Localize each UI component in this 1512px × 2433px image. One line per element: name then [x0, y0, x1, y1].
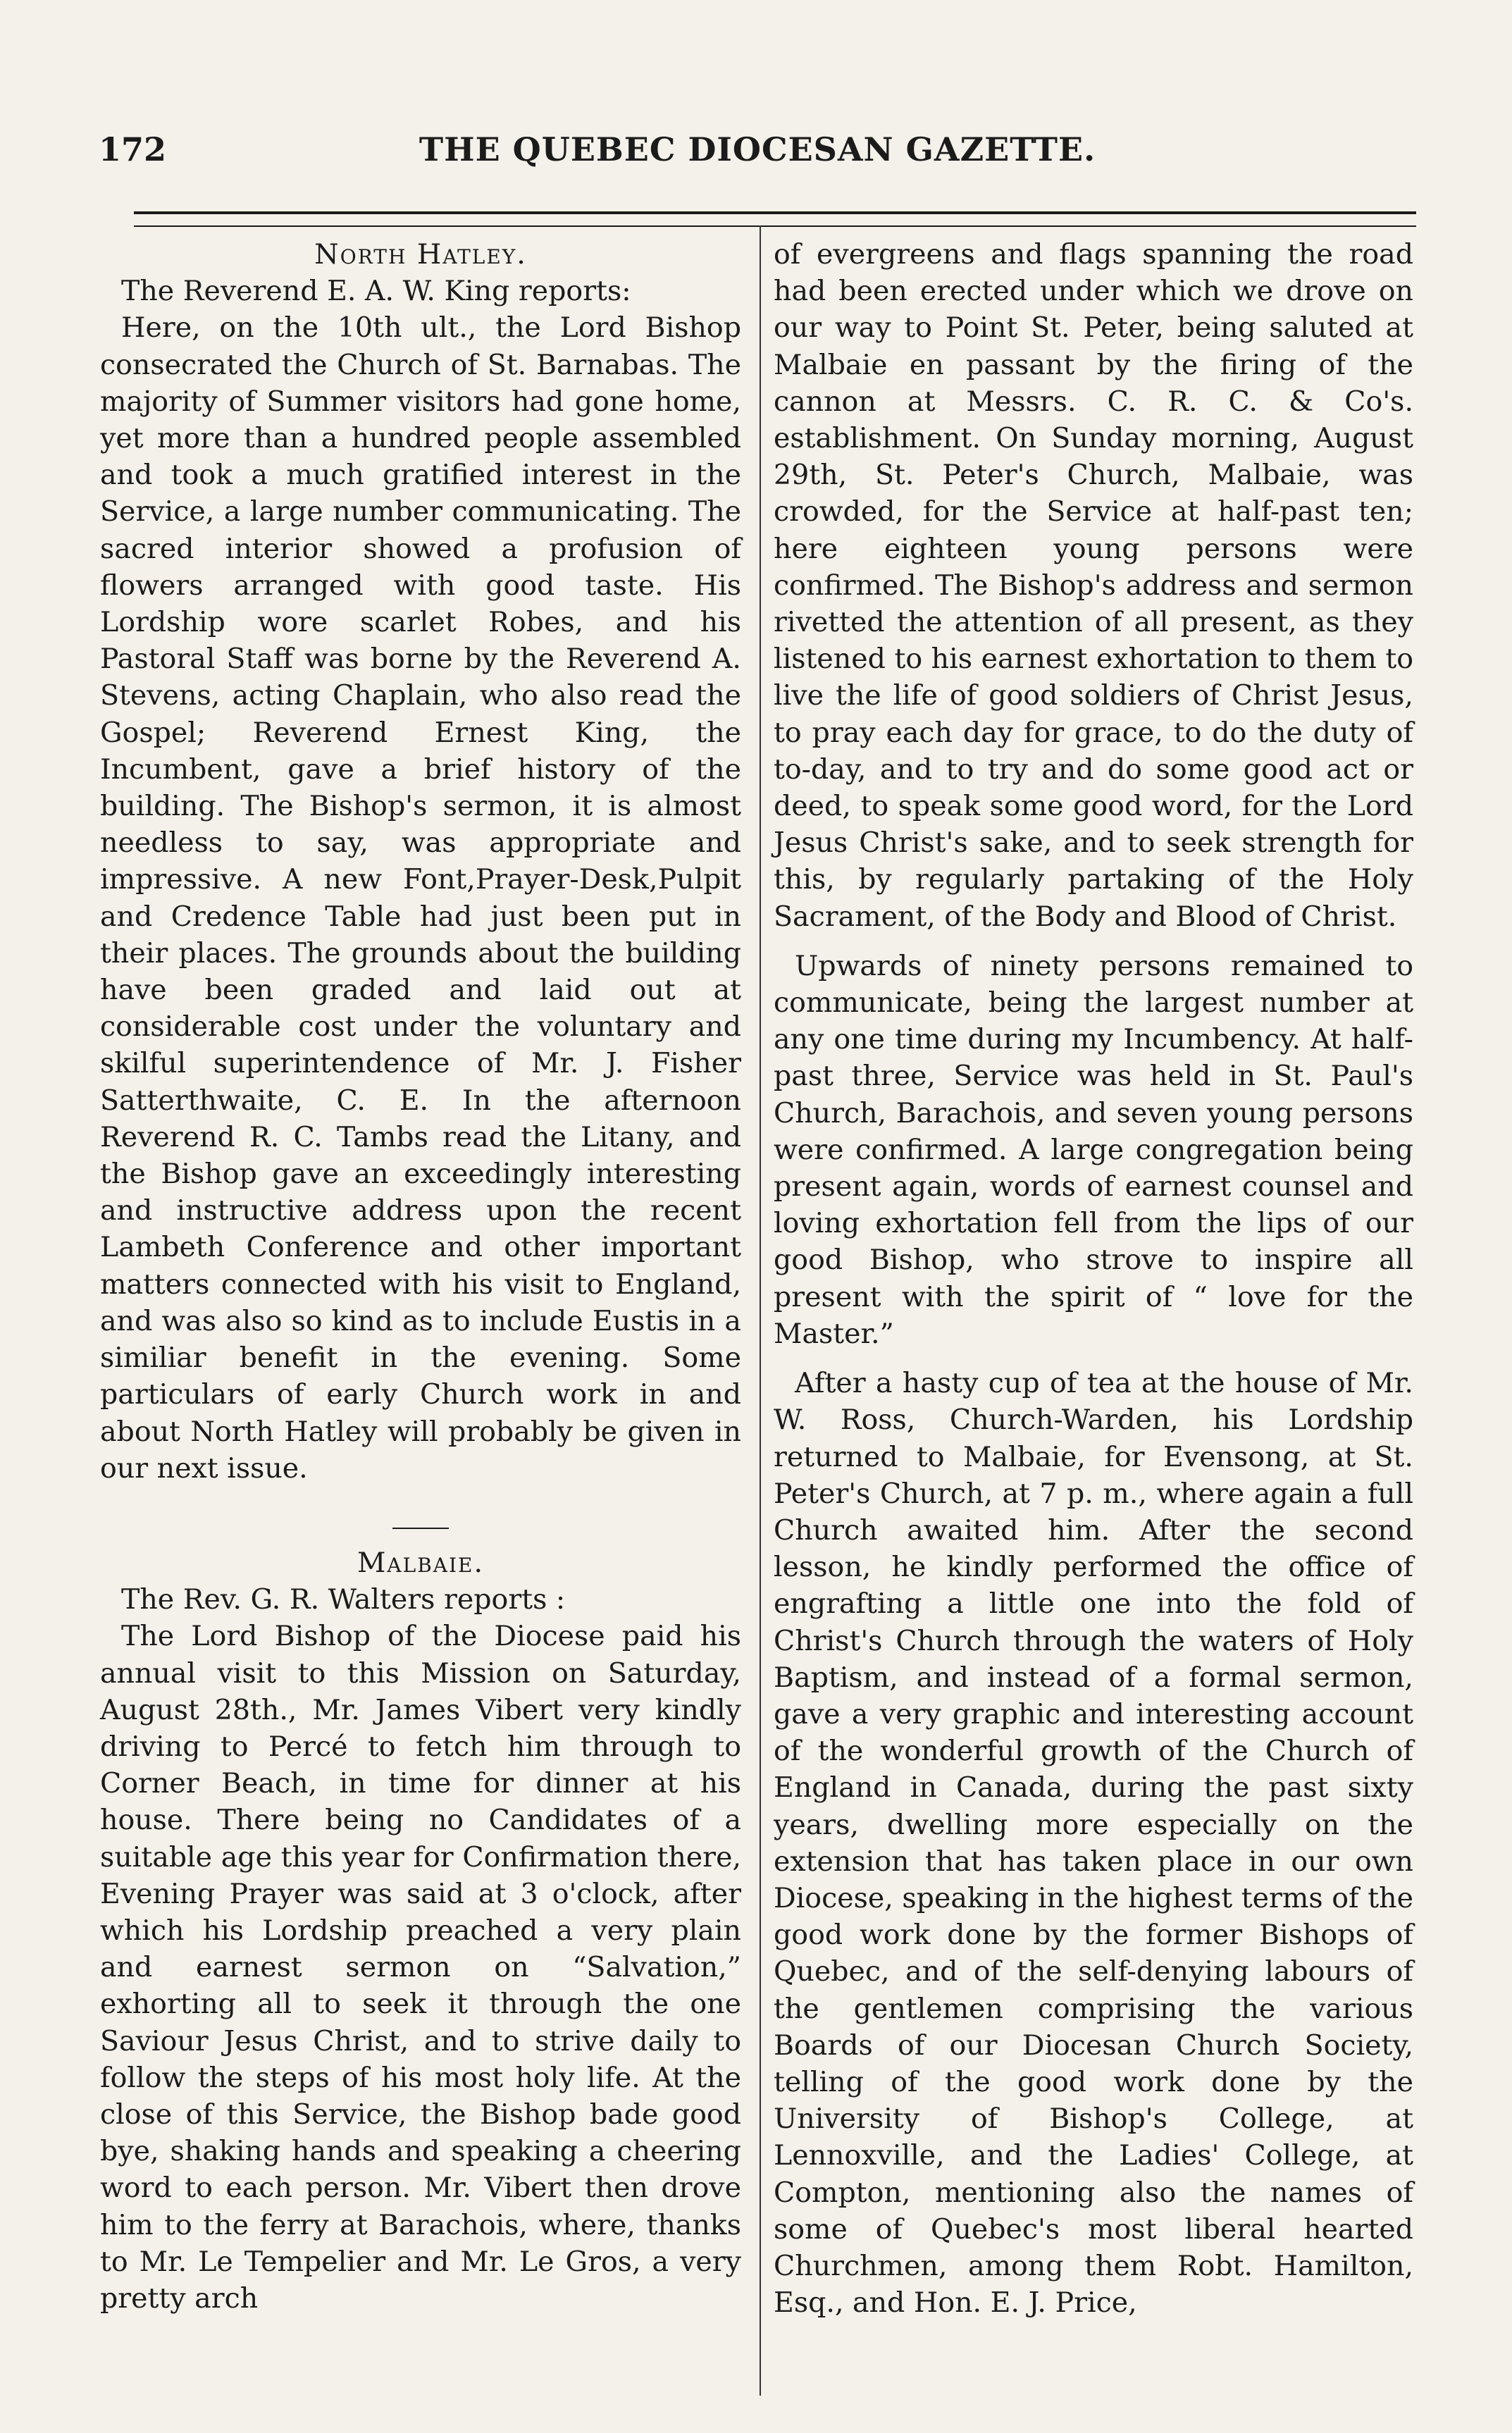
malbaie-paragraph-2: Upwards of ninety persons remained to communicate, being the largest number at any one time during my Incumbency. At half-past three, Service was held in St. Paul's Church, Barachois, and seven young persons were confirmed. A large congregation being present again, words of earnest counsel and loving exhortation fell from the lips of our good Bishop, who strove to inspire all present with the spirit of “ love for the Master.” [774, 949, 1413, 1350]
north-hatley-byline: The Reverend E. A. W. King reports: [121, 275, 631, 308]
north-hatley-report: Here, on the 10th ult., the Lord Bishop consecrated the Church of St. Barnabas. The majority of Summer visitors had gone home, yet more than a hundred people assembled and took a much gratified interest in the Service, a large number communicating. The sacred interior showed a profusion of flowers arranged with good taste. His Lordship wore scarlet Robes, and his Pastoral Staff was borne by the Reverend A. Stevens, acting Chaplain, who also read the Gospel; Reverend Ernest King, the Incumbent, gave a brief history of the building. The Bishop's sermon, it is almost needless to say, was appropriate and impressive. A new Font,Prayer-Desk,Pulpit and Credence Table had just been put in their places. The grounds about the building have been graded and laid out at considerable cost under the voluntary and skilful superintendence of Mr. J. Fisher Satterthwaite, C. E. In the afternoon Reverend R. C. Tambs read the Litany, and the Bishop gave an exceedingly interesting and instructive address upon the recent Lambeth Conference and other important matters connected with his visit to England, and was also so kind as to include Eustis in a similiar benefit in the evening. Some particulars of early Church work in and about North Hatley will probably be given in our next issue. [100, 311, 741, 1485]
section-divider [392, 1528, 449, 1529]
page-header [99, 130, 1416, 180]
page-number: 172 [99, 130, 167, 168]
column-divider [760, 225, 761, 2396]
malbaie-paragraph-3: After a hasty cup of tea at the house of Mr. W. Ross, Church-Warden, his Lordship returned to Malbaie, for Evensong, at St. Peter's Church, at 7 p. m., where again a full Church awaited him. After the second lesson, he kindly performed the office of engrafting a little one into the fold of Christ's Church through the waters of Holy Baptism, and instead of a formal sermon, gave a very graphic and interesting account of the wonderful growth of the Church of England in Canada, during the past sixty years, dwelling more especially on the extension that has taken place in our own Diocese, speaking in the highest terms of the good work done by the former Bishops of Quebec, and of the self-denying labours of the gentlemen comprising the various Boards of our Diocesan Church Society, telling of the good work done by the University of Bishop's College, at Lennoxville, and the Ladies' College, at Compton, mentioning also the names of some of Quebec's most liberal hearted Churchmen, among them Robt. Hamilton, Esq., and Hon. E. J. Price, [774, 1367, 1413, 2320]
north-hatley-heading: North Hatley. [314, 238, 527, 271]
malbaie-byline: The Rev. G. R. Walters reports : [121, 1583, 566, 1616]
header-rule [134, 211, 1416, 227]
malbaie-paragraph-1-continued: of evergreens and flags spanning the road had been erected under which we drove on our way to Point St. Peter, being saluted at Malbaie en passant by the firing of the cannon at Messrs. C. R. C. & Co's. establishment. On Sunday morning, August 29th, St. Peter's Church, Malbaie, was crowded, for the Service at half-past ten; here eighteen young persons were confirmed. The Bishop's address and sermon rivetted the attention of all present, as they listened to his earnest exhortation to them to live the life of good soldiers of Christ Jesus, to pray each day for grace, to do the duty of to-day, and to try and do some good act or deed, to speak some good word, for the Lord Jesus Christ's sake, and to seek strength for this, by regularly partaking of the Holy Sacrament, of the Body and Blood of Christ. [774, 238, 1413, 933]
right-column [774, 236, 1413, 2321]
malbaie-paragraph-1: The Lord Bishop of the Diocese paid his annual visit to this Mission on Saturday, August 28th., Mr. James Vibert very kindly driving to Percé to fetch him through to Corner Beach, in time for dinner at his house. There being no Candidates of a suitable age this year for Confirmation there, Evening Prayer was said at 3 o'clock, after which his Lordship preached a very plain and earnest sermon on “Salvation,” exhorting all to seek it through the one Saviour Jesus Christ, and to strive daily to follow the steps of his most holy life. At the close of this Service, the Bishop bade good bye, shaking hands and speaking a cheering word to each person. Mr. Vibert then drove him to the ferry at Barachois, where, thanks to Mr. Le Tempelier and Mr. Le Gros, a very pretty arch [100, 1620, 741, 2315]
left-column [100, 236, 741, 2317]
gazette-title: THE QUEBEC DIOCESAN GAZETTE. [419, 130, 1096, 168]
malbaie-heading: Malbaie. [357, 1546, 485, 1579]
